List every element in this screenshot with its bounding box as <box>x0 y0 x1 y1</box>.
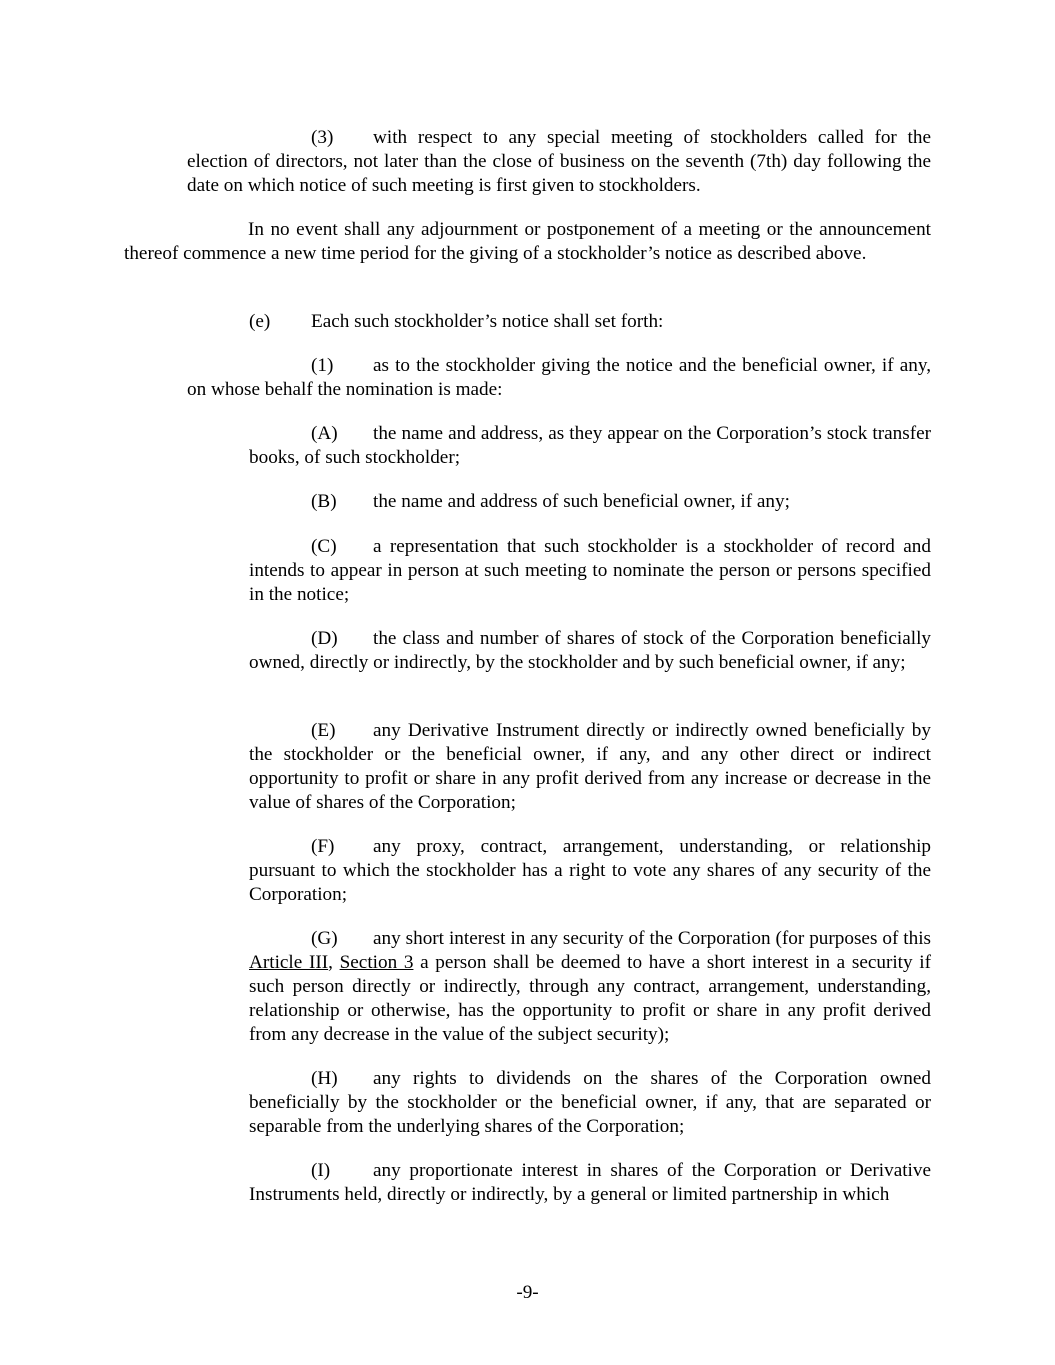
paragraph-text: any short interest in any security of the Corporation (for purposes of this <box>373 928 931 949</box>
paragraph-text: the name and address of such beneficial owner, if any; <box>373 491 790 512</box>
paragraph-text: with respect to any special meeting of stockholders called for the election of directors, not later than the close of business on the seventh (7th) day following the date on which notice of such meeting is first given to stockholders. <box>187 127 931 196</box>
paragraph-E <box>249 719 931 815</box>
paragraph-H <box>249 1067 931 1139</box>
paragraph-text: any rights to dividends on the shares of the Corporation owned beneficially by the stockholder or the beneficial owner, if any, that are separated or separable from the underlying shares of the Corporation; <box>249 1068 931 1137</box>
paragraph-F <box>249 835 931 907</box>
paragraph-C <box>249 535 931 607</box>
paragraph-number: (e) <box>249 311 271 332</box>
section-reference: Section 3 <box>339 952 414 973</box>
article-reference: Article III <box>249 952 329 973</box>
paragraph-number: (C) <box>311 536 337 557</box>
paragraph-text: any proportionate interest in shares of the Corporation or Derivative Instruments held, directly or indirectly, by a general or limited partnership in which <box>249 1160 931 1205</box>
paragraph-3 <box>187 126 931 198</box>
paragraph-number: (A) <box>311 423 338 444</box>
paragraph-number: (I) <box>311 1160 331 1181</box>
paragraph-number: (3) <box>311 127 334 148</box>
paragraph-text: a representation that such stockholder is a stockholder of record and intends to appear in person at such meeting to nominate the person or persons specified in the notice; <box>249 536 931 605</box>
paragraph-text: any proxy, contract, arrangement, understanding, or relationship pursuant to which the stockholder has a right to vote any shares of any security of the Corporation; <box>249 836 931 905</box>
paragraph-B <box>249 490 931 514</box>
paragraph-number: (E) <box>311 720 336 741</box>
paragraph-text: the class and number of shares of stock of the Corporation beneficially owned, directly or indirectly, by the stockholder and by such beneficial owner, if any; <box>249 628 931 673</box>
paragraph-text-continued: a person shall be deemed to have a short interest in a security if such person directly or indirectly, through any contract, arrangement, understanding, relationship or otherwise, has the opportunity to profit or share in any profit derived from any decrease in the value of the subject security); <box>249 952 932 1045</box>
paragraph-number: (F) <box>311 836 335 857</box>
paragraph-adjournment <box>124 218 931 266</box>
paragraph-I <box>249 1159 931 1207</box>
paragraph-text: any Derivative Instrument directly or indirectly owned beneficially by the stockholder or the beneficial owner, if any, and any other direct or indirect opportunity to profit or share in any profit derived from any increase or decrease in the value of shares of the Corporation; <box>249 720 931 813</box>
paragraph-1 <box>187 354 931 402</box>
paragraph-G <box>249 927 931 1047</box>
paragraph-D <box>249 627 931 675</box>
paragraph-number: (D) <box>311 628 338 649</box>
paragraph-number: (1) <box>311 355 334 376</box>
paragraph-A <box>249 422 931 470</box>
paragraph-text: Each such stockholder’s notice shall set forth: <box>311 311 664 332</box>
page-number: -9- <box>516 1282 539 1303</box>
paragraph-number: (G) <box>311 928 338 949</box>
paragraph-text: In no event shall any adjournment or postponement of a meeting or the announcement thereof commence a new time period for the giving of a stockholder’s notice as described above. <box>124 219 931 264</box>
reference-separator: , <box>328 952 340 973</box>
paragraph-text: the name and address, as they appear on the Corporation’s stock transfer books, of such stockholder; <box>249 423 931 468</box>
paragraph-number: (B) <box>311 491 337 512</box>
paragraph-text: as to the stockholder giving the notice and the beneficial owner, if any, on whose behalf the nomination is made: <box>187 355 931 400</box>
paragraph-number: (H) <box>311 1068 338 1089</box>
paragraph-e <box>249 310 931 334</box>
